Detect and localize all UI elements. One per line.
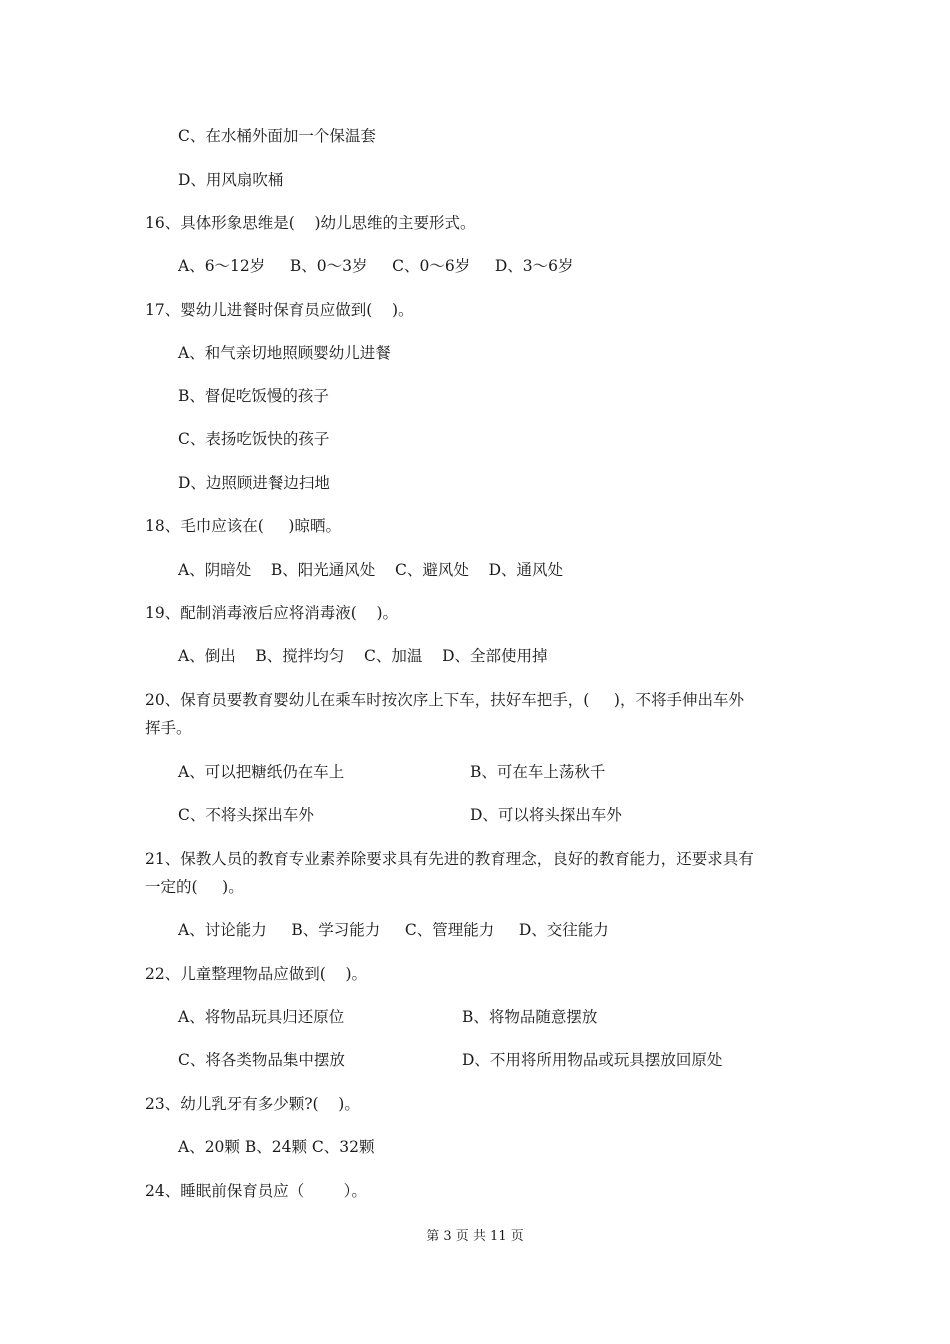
q16-options: A、6～12岁 B、0～3岁 C、0～6岁 D、3～6岁 — [178, 257, 574, 275]
q22-option-d: D、不用将所用物品或玩具摆放回原处 — [462, 1051, 723, 1069]
q18-options: A、阴暗处 B、阳光通风处 C、避风处 D、通风处 — [178, 561, 563, 579]
q15-option-d: D、用风扇吹桶 — [178, 171, 284, 189]
q20-option-c: C、不将头探出车外 — [178, 806, 314, 824]
q21-stem-line2: 一定的( )。 — [145, 878, 244, 896]
q15-option-c: C、在水桶外面加一个保温套 — [178, 127, 376, 145]
q22-option-b: B、将物品随意摆放 — [462, 1008, 598, 1026]
page-footer: 第 3 页 共 11 页 — [426, 1229, 524, 1244]
q24-stem: 24、睡眠前保育员应（ ）。 — [145, 1182, 367, 1200]
q18-stem: 18、毛巾应该在( )晾晒。 — [145, 517, 341, 535]
q23-stem: 23、幼儿乳牙有多少颗?( )。 — [145, 1095, 360, 1113]
q22-option-c: C、将各类物品集中摆放 — [178, 1051, 345, 1069]
q21-options: A、讨论能力 B、学习能力 C、管理能力 D、交往能力 — [178, 921, 609, 939]
q21-stem-line1: 21、保教人员的教育专业素养除要求具有先进的教育理念，良好的教育能力，还要求具有 — [145, 850, 754, 868]
q20-stem-line1: 20、保育员要教育婴幼儿在乘车时按次序上下车，扶好车把手，( )，不将手伸出车外 — [145, 691, 744, 709]
q20-option-a: A、可以把糖纸仍在车上 — [178, 763, 345, 781]
q17-option-c: C、表扬吃饭快的孩子 — [178, 430, 330, 448]
q17-option-b: B、督促吃饭慢的孩子 — [178, 387, 329, 405]
q17-option-a: A、和气亲切地照顾婴幼儿进餐 — [178, 344, 391, 362]
q19-options: A、倒出 B、搅拌均匀 C、加温 D、全部使用掉 — [178, 647, 548, 665]
q22-stem: 22、儿童整理物品应做到( )。 — [145, 965, 368, 983]
q17-stem: 17、婴幼儿进餐时保育员应做到( )。 — [145, 301, 414, 319]
q19-stem: 19、配制消毒液后应将消毒液( )。 — [145, 604, 399, 622]
q20-option-b: B、可在车上荡秋千 — [470, 763, 606, 781]
q16-stem: 16、具体形象思维是( )幼儿思维的主要形式。 — [145, 214, 476, 232]
q23-options: A、20颗 B、24颗 C、32颗 — [178, 1138, 375, 1156]
q17-option-d: D、边照顾进餐边扫地 — [178, 474, 330, 492]
q22-option-a: A、将物品玩具归还原位 — [178, 1008, 345, 1026]
q20-stem-line2: 挥手。 — [145, 719, 192, 737]
q20-option-d: D、可以将头探出车外 — [470, 806, 622, 824]
